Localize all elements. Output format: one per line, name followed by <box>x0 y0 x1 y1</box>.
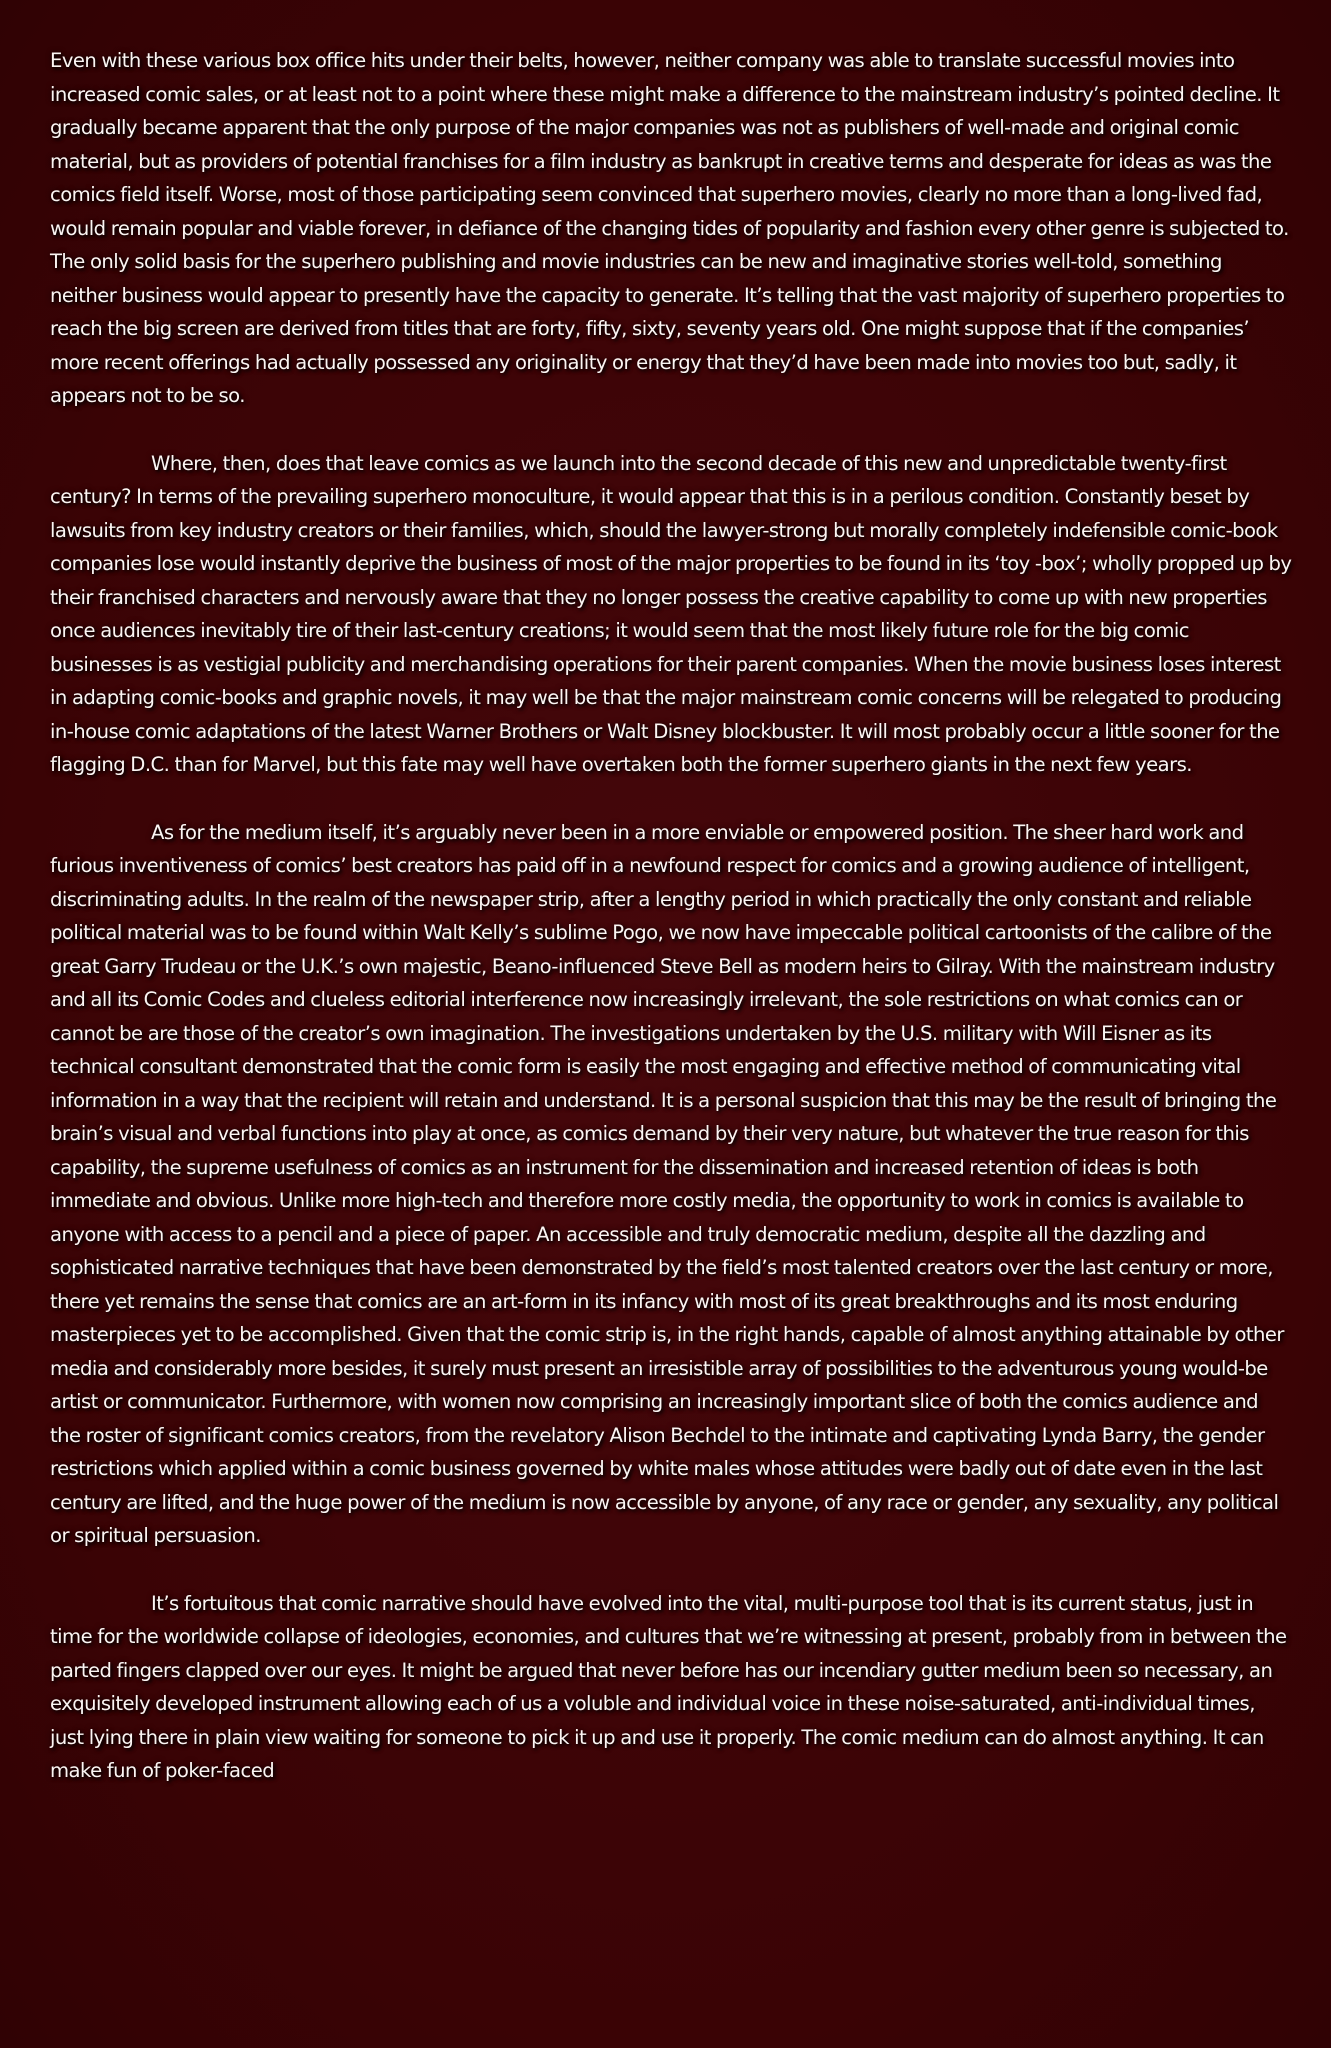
document-page <box>50 44 1292 1822</box>
paragraph-second-decade: Where, then, does that leave comics as we launch into the second decade of this new and unpredictable twenty-first century? In terms of the prevailing superhero monoculture, it would appear that this is in a perilous condition. Constantly beset by lawsuits from key industry creators or their families, which, should the lawyer-strong but morally completely indefensible comic-book companies lose would instantly deprive the business of most of the major properties to be found in its ‘toy -box’; wholly propped up by their franchised characters and nervously aware that they no longer possess the creative capability to come up with new properties once audiences inevitably tire of their last-century creations; it would seem that the most likely future role for the big comic businesses is as vestigial publicity and merchandising operations for their parent companies. When the movie business loses interest in adapting comic-books and graphic novels, it may well be that the major mainstream comic concerns will be relegated to producing in-house comic adaptations of the latest Warner Brothers or Walt Disney blockbuster. It will most probably occur a little sooner for the flagging D.C. than for Marvel, but this fate may well have overtaken both the former superhero giants in the next few years. <box>50 451 1292 776</box>
paragraph-fortuitous: It’s fortuitous that comic narrative should have evolved into the vital, multi-purpose tool that is its current status, just in time for the worldwide collapse of ideologies, economies, and cultures that we’re witnessing at present, probably from in between the parted fingers clapped over our eyes. It might be argued that never before has our incendiary gutter medium been so necessary, an exquisitely developed instrument allowing each of us a voluble and individual voice in these noise-saturated, anti-individual times, just lying there in plain view waiting for someone to pick it up and use it properly. The comic medium can do almost anything. It can make fun of poker-faced <box>50 1591 1287 1782</box>
paragraph-medium-itself: As for the medium itself, it’s arguably never been in a more enviable or empowered position. The sheer hard work and furious inventiveness of comics’ best creators has paid off in a newfound respect for comics and a growing audience of intelligent, discriminating adults. In the realm of the newspaper strip, after a lengthy period in which practically the only constant and reliable political material was to be found within Walt Kelly’s sublime Pogo, we now have impeccable political cartoonists of the calibre of the great Garry Trudeau or the U.K.’s own majestic, Beano-influenced Steve Bell as modern heirs to Gilray. With the mainstream industry and all its Comic Codes and clueless editorial interference now increasingly irrelevant, the sole restrictions on what comics can or cannot be are those of the creator’s own imagination. The investigations undertaken by the U.S. military with Will Eisner as its technical consultant demonstrated that the comic form is easily the most engaging and effective method of communicating vital information in a way that the recipient will retain and understand. It is a personal suspicion that this may be the result of bringing the brain’s visual and verbal functions into play at once, as comics demand by their very nature, but whatever the true reason for this capability, the supreme usefulness of comics as an instrument for the dissemination and increased retention of ideas is both immediate and obvious. Unlike more high-tech and therefore more costly media, the opportunity to work in comics is available to anyone with access to a pencil and a piece of paper. An accessible and truly democratic medium, despite all the dazzling and sophisticated narrative techniques that have been demonstrated by the field’s most talented creators over the last century or more, there yet remains the sense that comics are an art-form in its infancy with most of its great breakthroughs and its most enduring masterpieces yet to be accomplished. Given that the comic strip is, in the right hands, capable of almost anything attainable by other media and considerably more besides, it surely must present an irresistible array of possibilities to the adventurous young would-be artist or communicator. Furthermore, with women now comprising an increasingly important slice of both the comics audience and the roster of significant comics creators, from the revelatory Alison Bechdel to the intimate and captivating Lynda Barry, the gender restrictions which applied within a comic business governed by white males whose attitudes were badly out of date even in the last century are lifted, and the huge power of the medium is now accessible by anyone, of any race or gender, any sexuality, any political or spiritual persuasion. <box>50 820 1284 1547</box>
paragraph-box-office: Even with these various box office hits under their belts, however, neither company was able to translate successful movies into increased comic sales, or at least not to a point where these might make a difference to the mainstream industry’s pointed decline. It gradually became apparent that the only purpose of the major companies was not as publishers of well-made and original comic material, but as providers of potential franchises for a film industry as bankrupt in creative terms and desperate for ideas as was the comics field itself. Worse, most of those participating seem convinced that superhero movies, clearly no more than a long-lived fad, would remain popular and viable forever, in defiance of the changing tides of popularity and fashion every other genre is subjected to. The only solid basis for the superhero publishing and movie industries can be new and imaginative stories well-told, something neither business would appear to presently have the capacity to generate. It’s telling that the vast majority of superhero properties to reach the big screen are derived from titles that are forty, fifty, sixty, seventy years old. One might suppose that if the companies’ more recent offerings had actually possessed any originality or energy that they’d have been made into movies too but, sadly, it appears not to be so. <box>50 49 1289 407</box>
